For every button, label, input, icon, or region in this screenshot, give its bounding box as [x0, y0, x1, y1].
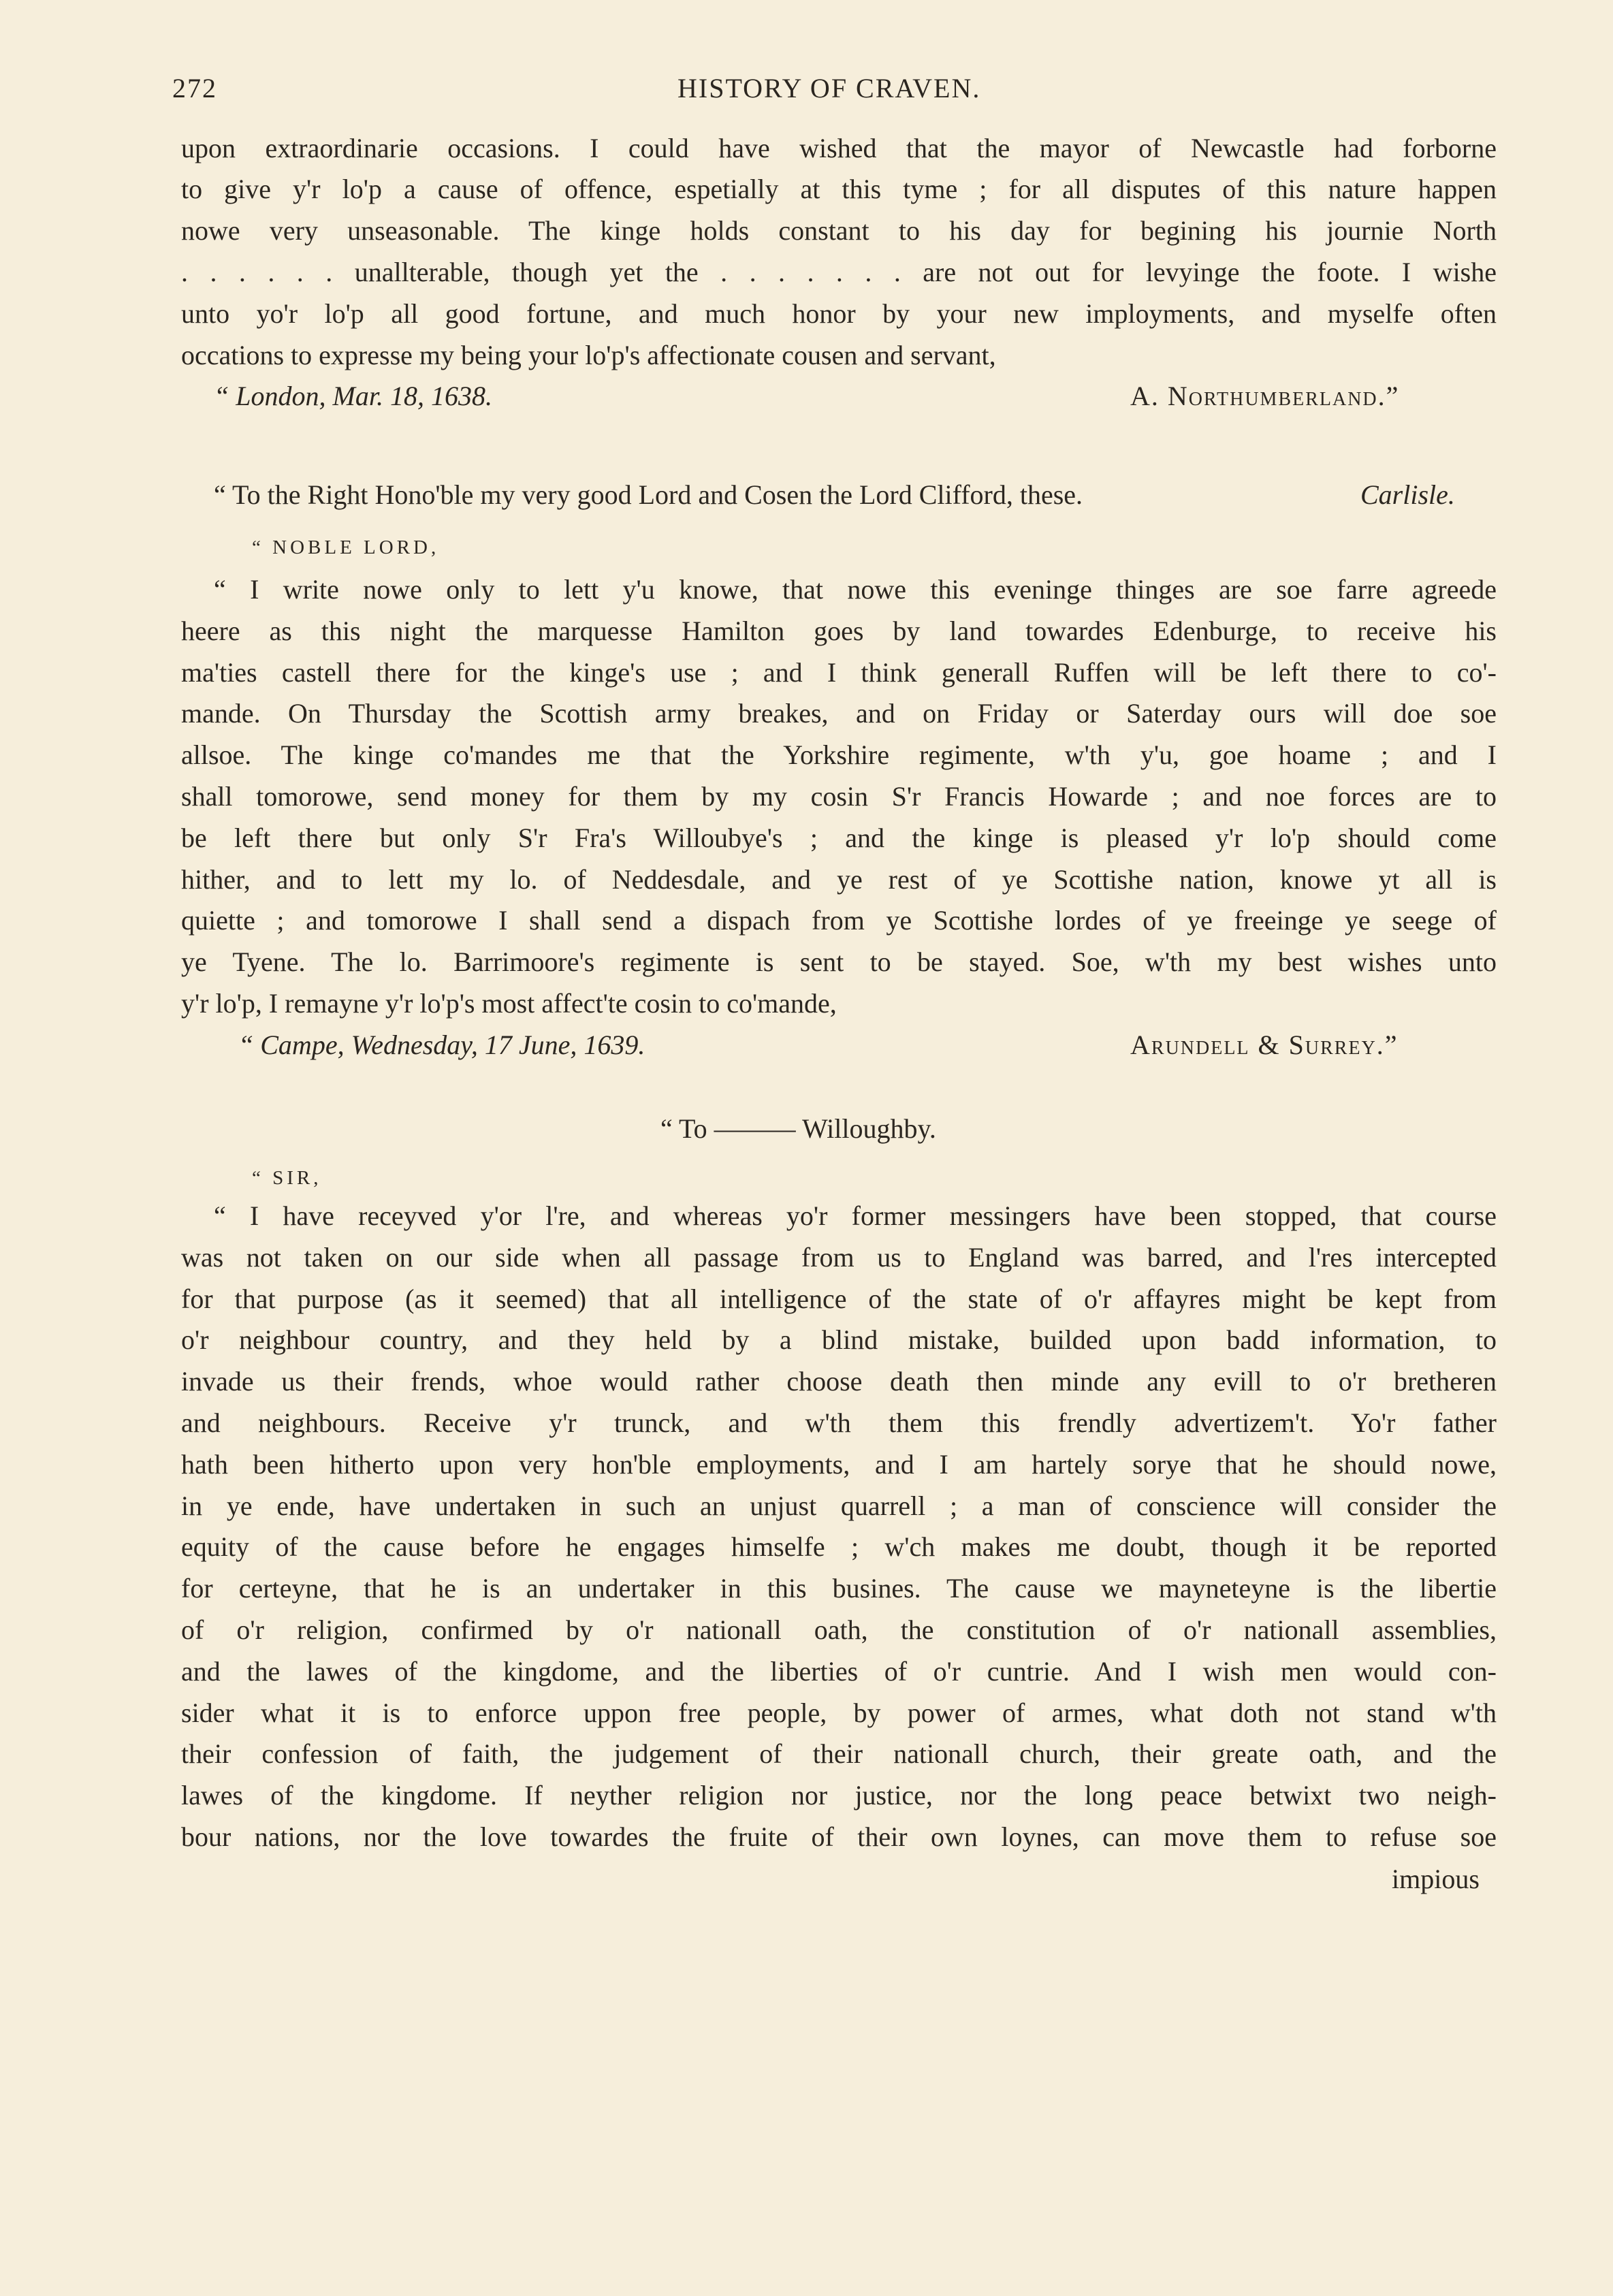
text-line: nowe very unseasonable. The kinge holds constant to his day for begining his journie North — [181, 215, 1497, 246]
text-line: ma'ties castell there for the kinge's use ; and I think generall Ruffen will be left there to co'- — [181, 657, 1497, 688]
letter-salutation: “ SIR, — [252, 1167, 322, 1189]
page-number: 272 — [172, 73, 217, 103]
letter-date: “ Campe, Wednesday, 17 June, 1639. — [238, 1030, 645, 1060]
text-line: of o'r religion, confirmed by o'r nationall oath, the constitution of o'r nationall assemblies, — [181, 1614, 1497, 1645]
text-line: “ I have receyved y'or l're, and whereas yo'r former messingers have been stopped, that course — [214, 1200, 1497, 1231]
letter-heading: “ To ——— Willoughby. — [660, 1113, 936, 1144]
text-line: was not taken on our side when all passage from us to England was barred, and l'res intercepted — [181, 1242, 1497, 1273]
text-line: “ I write nowe only to lett y'u knowe, that nowe this eveninge thinges are soe farre agreede — [214, 574, 1497, 605]
text-line: o'r neighbour country, and they held by a blind mistake, builded upon badd information, to — [181, 1324, 1497, 1355]
text-line: y'r lo'p, I remayne y'r lo'p's most affect'te cosin to co'mande, — [181, 988, 837, 1019]
text-line: mande. On Thursday the Scottish army breakes, and on Friday or Saterday ours will doe soe — [181, 698, 1497, 729]
text-line: ye Tyene. The lo. Barrimoore's regimente is sent to be stayed. Soe, w'th my best wishes unto — [181, 946, 1497, 977]
letter-signature: Arundell & Surrey.” — [1130, 1030, 1399, 1060]
letter-address-place: Carlisle. — [1360, 479, 1455, 510]
letter-signature: A. Northumberland.” — [1130, 381, 1400, 411]
text-line: for that purpose (as it seemed) that all intelligence of the state of o'r affayres might be kept from — [181, 1283, 1497, 1314]
text-line: in ye ende, have undertaken in such an unjust quarrell ; a man of conscience will consider the — [181, 1490, 1497, 1521]
text-line: and neighbours. Receive y'r trunck, and w'th them this frendly advertizem't. Yo'r father — [181, 1407, 1497, 1438]
text-line: allsoe. The kinge co'mandes me that the Yorkshire regimente, w'th y'u, goe hoame ; and I — [181, 739, 1497, 770]
text-line: their confession of faith, the judgement of their nationall church, their greate oath, and the — [181, 1738, 1497, 1769]
letter-address: “ To the Right Hono'ble my very good Lord and Cosen the Lord Clifford, these. — [214, 479, 1083, 510]
text-line: and the lawes of the kingdome, and the liberties of o'r cuntrie. And I wish men would con- — [181, 1656, 1497, 1687]
text-line: shall tomorowe, send money for them by my cosin S'r Francis Howarde ; and noe forces are to — [181, 781, 1497, 812]
letter-date: “ London, Mar. 18, 1638. — [214, 381, 492, 411]
text-line: invade us their frends, whoe would rather choose death then minde any evill to o'r bretheren — [181, 1366, 1497, 1397]
text-line: quiette ; and tomorowe I shall send a dispach from ye Scottishe lordes of ye freeinge ye seege of — [181, 905, 1497, 936]
text-line: hath been hitherto upon very hon'ble employments, and I am hartely sorye that he should nowe, — [181, 1449, 1497, 1480]
text-line: bour nations, nor the love towardes the fruite of their own loynes, can move them to refuse soe — [181, 1821, 1497, 1852]
text-line: heere as this night the marquesse Hamilton goes by land towardes Edenburge, to receive his — [181, 616, 1497, 646]
text-line: to give y'r lo'p a cause of offence, espetially at this tyme ; for all disputes of this nature happen — [181, 174, 1497, 204]
text-line: equity of the cause before he engages himselfe ; w'ch makes me doubt, though it be reported — [181, 1531, 1497, 1562]
text-line: for certeyne, that he is an undertaker in this busines. The cause we mayneteyne is the libertie — [181, 1573, 1497, 1604]
letter-salutation: “ NOBLE LORD, — [252, 537, 440, 558]
text-line: hither, and to lett my lo. of Neddesdale, and ye rest of ye Scottishe nation, knowe yt all is — [181, 864, 1497, 895]
text-line: occations to expresse my being your lo'p's affectionate cousen and servant, — [181, 340, 996, 370]
running-title: HISTORY OF CRAVEN. — [677, 73, 981, 103]
text-line: upon extraordinarie occasions. I could have wished that the mayor of Newcastle had forborne — [181, 133, 1497, 163]
text-line: . . . . . . unallterable, though yet the . . . . . . . are not out for levyinge the foote. I wishe — [181, 257, 1497, 287]
text-line: be left there but only S'r Fra's Willoubye's ; and the kinge is pleased y'r lo'p should come — [181, 823, 1497, 853]
text-line: unto yo'r lo'p all good fortune, and much honor by your new imployments, and myselfe often — [181, 298, 1497, 329]
catchword: impious — [1392, 1864, 1480, 1894]
text-line: sider what it is to enforce uppon free people, by power of armes, what doth not stand w'th — [181, 1697, 1497, 1728]
text-line: lawes of the kingdome. If neyther religion nor justice, nor the long peace betwixt two neigh- — [181, 1780, 1497, 1811]
